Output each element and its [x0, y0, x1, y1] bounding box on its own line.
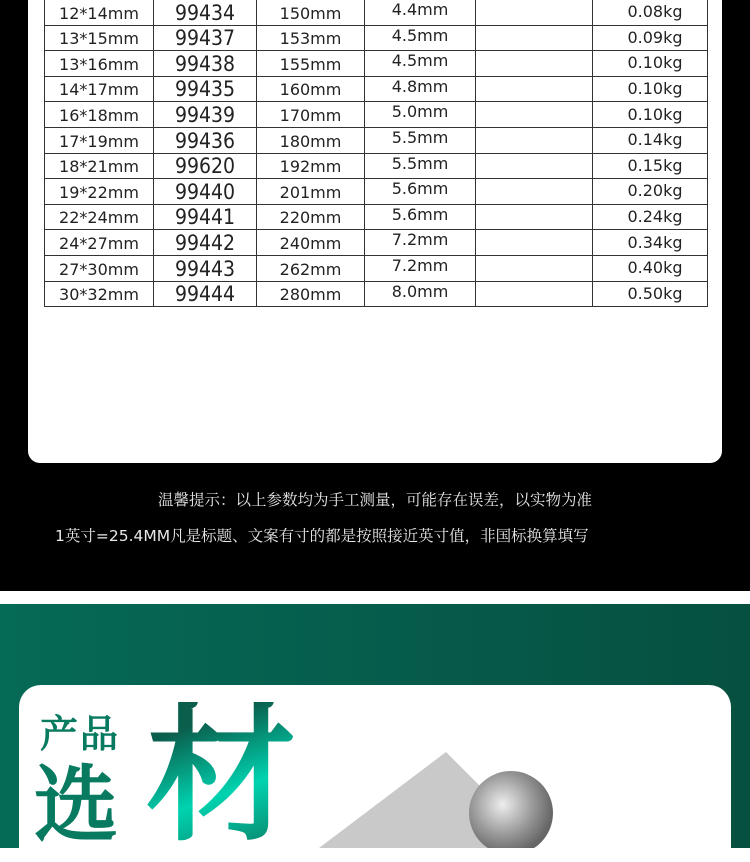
table-row: [45, 230, 708, 256]
cell-code: 99442: [154, 230, 257, 256]
cell-empty: [476, 127, 593, 153]
cell-wt: 0.15kg: [593, 153, 708, 179]
cell-size: 16*18mm: [45, 102, 154, 128]
cell-thk: 4.5mm: [365, 51, 476, 77]
cell-empty: [476, 102, 593, 128]
cell-wt: 0.34kg: [593, 230, 708, 256]
cell-empty: [476, 76, 593, 102]
cell-thk: 5.0mm: [365, 102, 476, 128]
table-row: [45, 179, 708, 205]
cell-wt: 0.10kg: [593, 102, 708, 128]
cell-code: 99444: [154, 281, 257, 307]
table-row: [45, 0, 708, 25]
notes: [0, 486, 750, 558]
table-row: [45, 255, 708, 281]
cell-empty: [476, 281, 593, 307]
cell-empty: [476, 0, 593, 25]
cell-thk: 4.4mm: [365, 0, 476, 25]
cell-wt: 0.20kg: [593, 179, 708, 205]
cell-empty: [476, 255, 593, 281]
cell-size: 13*15mm: [45, 25, 154, 51]
cell-code: 99436: [154, 127, 257, 153]
cell-len: 220mm: [257, 204, 365, 230]
cell-wt: 0.10kg: [593, 51, 708, 77]
cell-code: 99440: [154, 179, 257, 205]
cell-size: 12*14mm: [45, 0, 154, 25]
cell-wt: 0.24kg: [593, 204, 708, 230]
cell-len: 240mm: [257, 230, 365, 256]
cell-code: 99437: [154, 25, 257, 51]
cell-code: 99439: [154, 102, 257, 128]
cell-len: 153mm: [257, 25, 365, 51]
note-line-1: 温馨提示：以上参数均为手工测量，可能存在误差，以实物为准: [157, 491, 592, 509]
cell-len: 150mm: [257, 0, 365, 25]
cell-code: 99620: [154, 153, 257, 179]
cell-len: 160mm: [257, 76, 365, 102]
cell-thk: 7.2mm: [365, 255, 476, 281]
table-row: [45, 204, 708, 230]
cell-wt: 0.50kg: [593, 281, 708, 307]
cell-empty: [476, 230, 593, 256]
cell-len: 170mm: [257, 102, 365, 128]
cell-wt: 0.10kg: [593, 76, 708, 102]
section-big-title-1: 选: [34, 756, 119, 854]
cell-size: 13*16mm: [45, 51, 154, 77]
cell-code: 99434: [154, 0, 257, 25]
cell-size: 14*17mm: [45, 76, 154, 102]
cell-thk: 4.8mm: [365, 76, 476, 102]
cell-empty: [476, 51, 593, 77]
cell-thk: 8.0mm: [365, 281, 476, 307]
spec-table: [44, 0, 708, 307]
cell-len: 180mm: [257, 127, 365, 153]
section-big-title-2: 材: [146, 688, 297, 862]
cell-code: 99435: [154, 76, 257, 102]
table-row: [45, 51, 708, 77]
cell-len: 280mm: [257, 281, 365, 307]
cell-size: 17*19mm: [45, 127, 154, 153]
cell-wt: 0.40kg: [593, 255, 708, 281]
cell-len: 201mm: [257, 179, 365, 205]
cell-empty: [476, 153, 593, 179]
cell-thk: 5.6mm: [365, 204, 476, 230]
table-row: [45, 153, 708, 179]
cell-len: 262mm: [257, 255, 365, 281]
cell-size: 30*32mm: [45, 281, 154, 307]
table-row: [45, 25, 708, 51]
cell-size: 22*24mm: [45, 204, 154, 230]
cell-empty: [476, 179, 593, 205]
cell-size: 27*30mm: [45, 255, 154, 281]
cell-wt: 0.08kg: [593, 0, 708, 25]
table-row: [45, 281, 708, 307]
cell-empty: [476, 25, 593, 51]
bolt-shape: [469, 771, 553, 848]
cell-size: 24*27mm: [45, 230, 154, 256]
cell-empty: [476, 204, 593, 230]
table-row: [45, 76, 708, 102]
cell-thk: 5.5mm: [365, 127, 476, 153]
table-row: [45, 102, 708, 128]
cell-len: 155mm: [257, 51, 365, 77]
section-small-title: 产品: [40, 712, 121, 756]
cell-wt: 0.14kg: [593, 127, 708, 153]
cell-size: 18*21mm: [45, 153, 154, 179]
product-image: [19, 685, 731, 862]
cell-size: 19*22mm: [45, 179, 154, 205]
cell-len: 192mm: [257, 153, 365, 179]
cell-wt: 0.09kg: [593, 25, 708, 51]
cell-thk: 4.5mm: [365, 25, 476, 51]
cell-thk: 5.5mm: [365, 153, 476, 179]
cell-code: 99441: [154, 204, 257, 230]
cell-thk: 7.2mm: [365, 230, 476, 256]
note-line-2: 1英寸=25.4MM凡是标题、文案有寸的都是按照接近英寸值，非国标换算填写: [55, 527, 589, 545]
table-row: [45, 127, 708, 153]
cell-code: 99438: [154, 51, 257, 77]
cell-code: 99443: [154, 255, 257, 281]
cell-thk: 5.6mm: [365, 179, 476, 205]
